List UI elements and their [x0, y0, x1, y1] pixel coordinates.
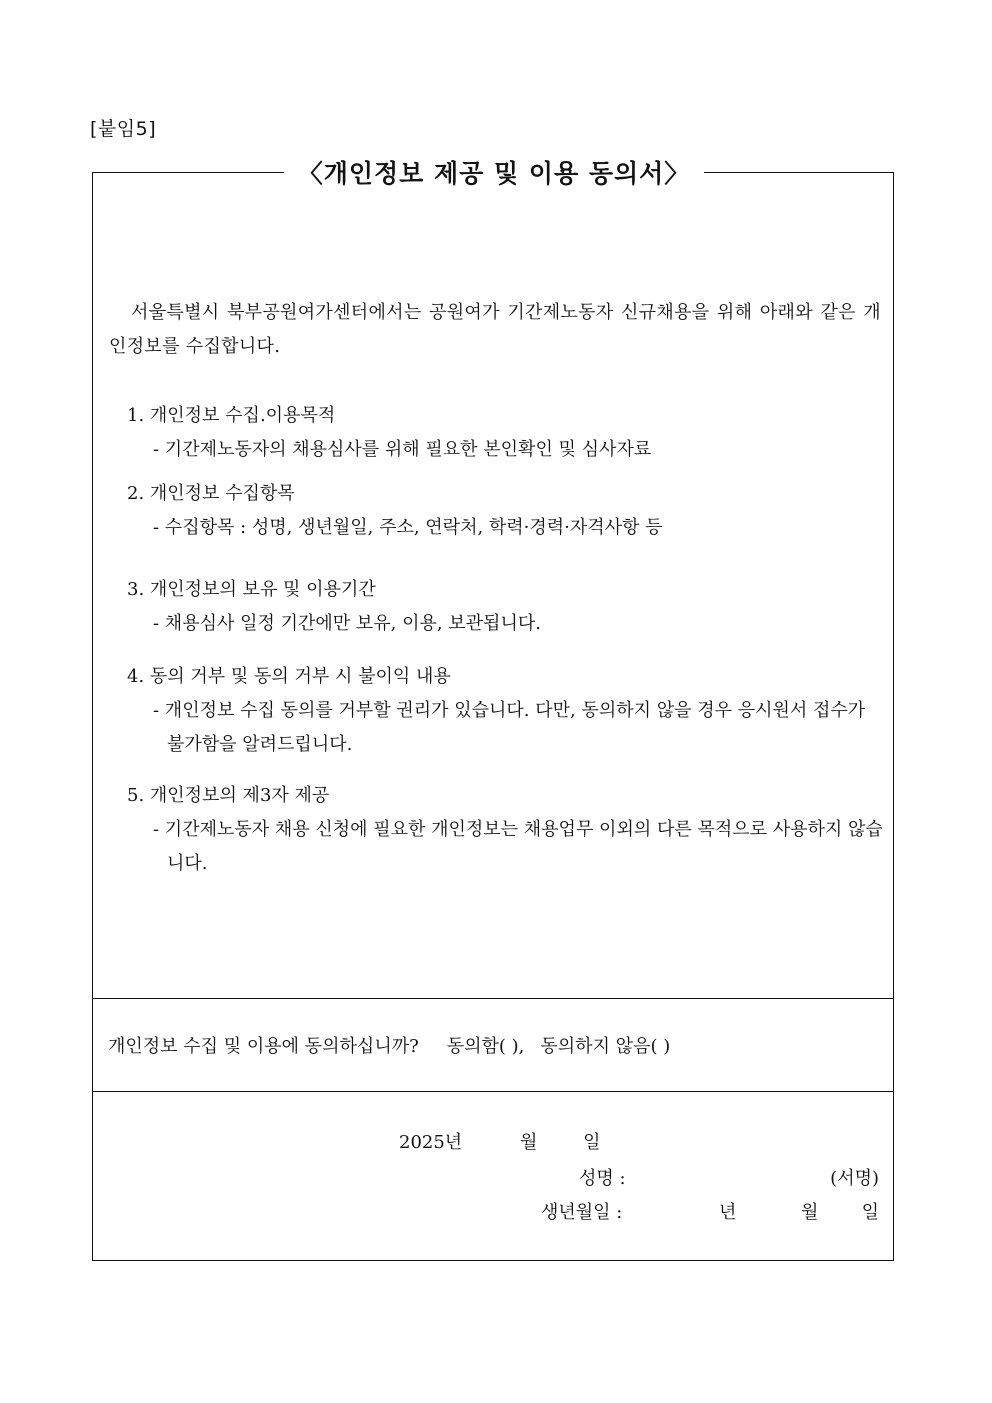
- date-year: 2025년: [399, 1132, 463, 1153]
- date-month[interactable]: 월: [519, 1132, 538, 1153]
- item-third-party: [127, 779, 887, 881]
- item-collected-fields: [127, 477, 887, 545]
- item-heading: 4. 동의 거부 및 동의 거부 시 불이익 내용: [127, 666, 451, 687]
- signature-label[interactable]: (서명): [830, 1168, 879, 1189]
- item-detail: - 수집항목 : 성명, 생년월일, 주소, 연락처, 학력·경력·자격사항 등: [153, 517, 663, 538]
- birth-year[interactable]: 년: [719, 1202, 737, 1223]
- birth-day[interactable]: 일: [861, 1202, 879, 1223]
- form-title: 〈개인정보 제공 및 이용 동의서〉: [284, 154, 705, 190]
- item-detail: - 개인정보 수집 동의를 거부할 권리가 있습니다. 다만, 동의하지 않을 경우 응시원서 접수가 불가함을 알려드립니다.: [153, 700, 866, 755]
- item-detail: - 채용심사 일정 기간에만 보유, 이용, 보관됩니다.: [153, 613, 541, 634]
- item-heading: 1. 개인정보 수집.이용목적: [127, 405, 336, 426]
- item-detail: - 기간제노동자의 채용심사를 위해 필요한 본인확인 및 심사자료: [153, 439, 652, 460]
- name-label: 성명 :: [579, 1168, 626, 1189]
- item-heading: 2. 개인정보 수집항목: [127, 483, 295, 504]
- consent-question: 개인정보 수집 및 이용에 동의하십니까?: [108, 1036, 419, 1057]
- item-heading: 5. 개인정보의 제3자 제공: [127, 785, 330, 806]
- form-body: [93, 173, 893, 999]
- date-day[interactable]: 일: [583, 1132, 601, 1153]
- consent-question-row: [93, 999, 893, 1092]
- agree-option[interactable]: 동의함( ),: [446, 1036, 525, 1057]
- signature-area: [93, 1092, 893, 1260]
- attachment-label: [붙임5]: [90, 118, 157, 140]
- item-detail: - 기간제노동자 채용 신청에 필요한 개인정보는 채용업무 이외의 다른 목적으로 사용하지 않습니다.: [153, 819, 883, 874]
- item-heading: 3. 개인정보의 보유 및 이용기간: [127, 579, 376, 600]
- date-line: [399, 1128, 600, 1154]
- birth-month[interactable]: 월: [801, 1202, 819, 1223]
- item-purpose: [127, 399, 887, 467]
- item-refusal-rights: [127, 660, 887, 762]
- disagree-option[interactable]: 동의하지 않음( ): [540, 1036, 671, 1057]
- birthdate-label: 생년월일 :: [541, 1202, 623, 1223]
- item-retention: [127, 573, 887, 641]
- intro-paragraph: 서울특별시 북부공원여가센터에서는 공원여가 기간제노동자 신규채용을 위해 아래와 같은 개인정보를 수집합니다.: [109, 302, 881, 357]
